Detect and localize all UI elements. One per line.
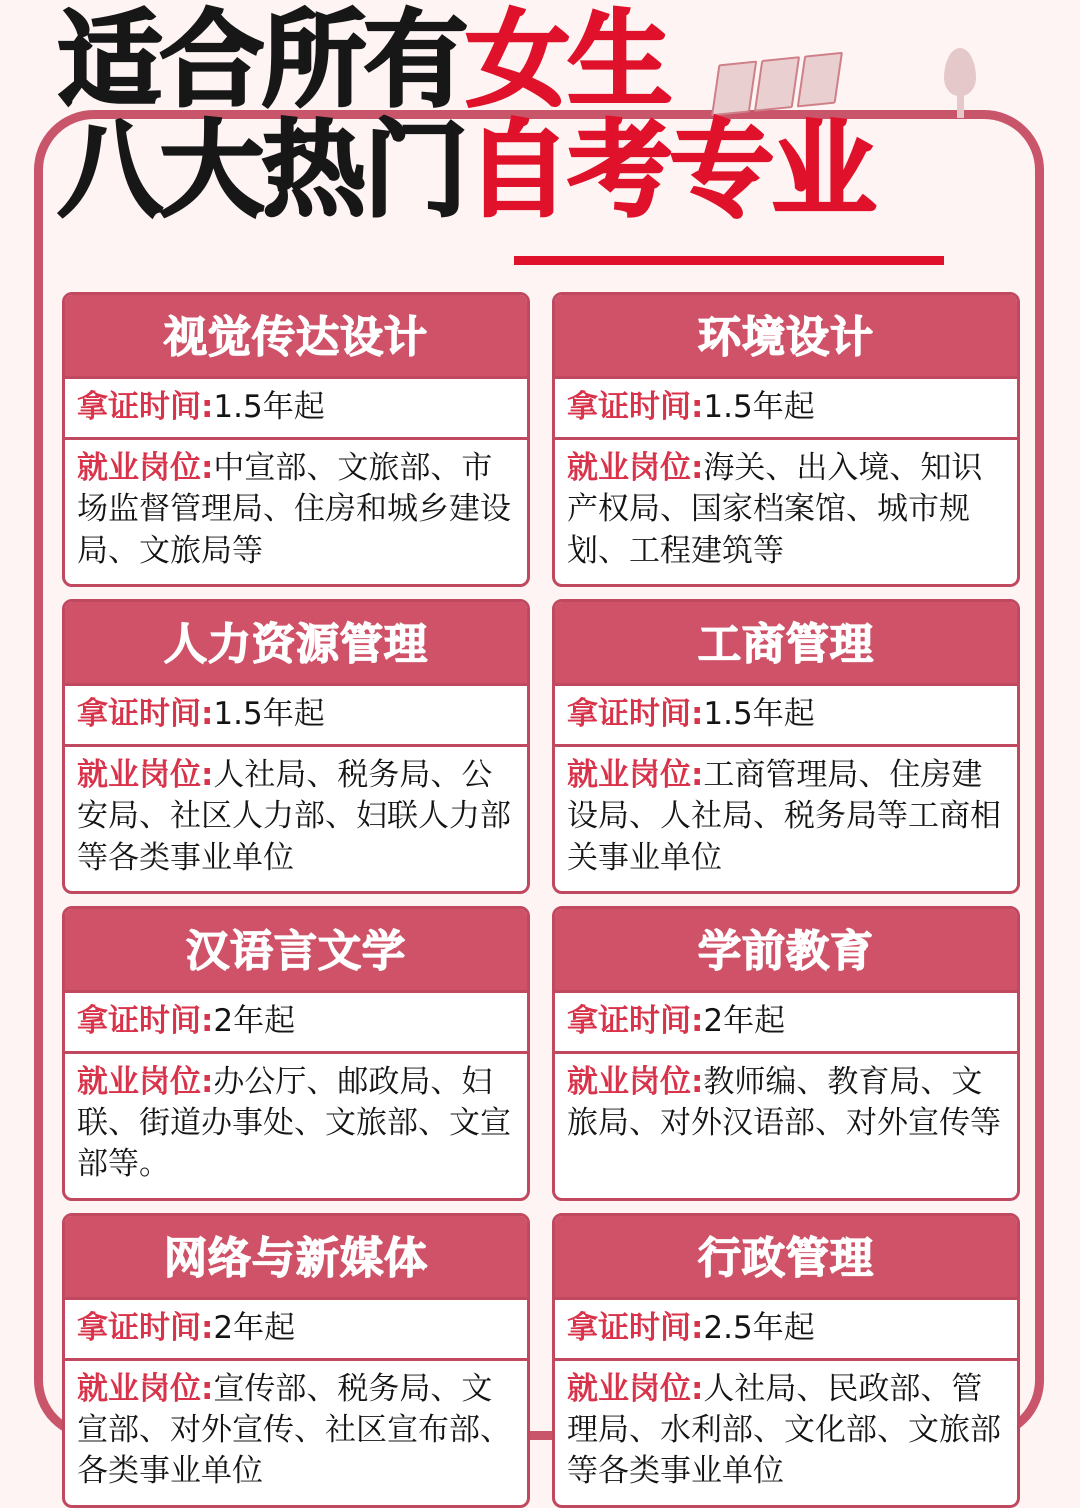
major-card	[552, 906, 1020, 1201]
jobs-value: 办公厅、邮政局、妇联、街道办事处、文旅部、文宣部等。	[77, 1063, 511, 1183]
jobs-value: 人社局、民政部、管理局、水利部、文化部、文旅部等各类事业单位	[567, 1370, 1001, 1490]
major-card	[62, 906, 530, 1201]
major-time-row	[65, 376, 527, 437]
major-name: 行政管理	[555, 1216, 1017, 1297]
time-value: 2年起	[703, 1002, 786, 1039]
major-name: 网络与新媒体	[65, 1216, 527, 1297]
jobs-value: 中宣部、文旅部、市场监督管理局、住房和城乡建设局、文旅局等	[77, 450, 511, 569]
major-name: 工商管理	[555, 602, 1017, 683]
title-line-2	[58, 109, 1080, 231]
major-time-row	[555, 376, 1017, 437]
major-time-row	[555, 1297, 1017, 1358]
major-jobs-row	[65, 1051, 527, 1198]
jobs-label: 就业岗位:	[77, 1063, 214, 1100]
time-value: 1.5年起	[703, 389, 815, 425]
major-time-row	[65, 683, 527, 744]
major-name: 汉语言文学	[65, 909, 527, 990]
time-label: 拿证时间:	[567, 389, 704, 425]
time-value: 1.5年起	[213, 695, 325, 732]
title-line-2-black: 八大热门	[58, 109, 467, 231]
time-label: 拿证时间:	[567, 695, 704, 732]
jobs-label: 就业岗位:	[77, 450, 214, 487]
jobs-label: 就业岗位:	[567, 1370, 704, 1407]
major-card	[552, 292, 1020, 587]
major-card	[62, 1213, 530, 1508]
major-jobs-row	[65, 437, 527, 584]
time-label: 拿证时间:	[77, 695, 214, 732]
major-card	[62, 292, 530, 587]
title-line-1	[58, 0, 1080, 121]
major-card	[62, 599, 530, 894]
major-name: 学前教育	[555, 909, 1017, 990]
poster-header	[0, 0, 1080, 231]
jobs-value: 海关、出入境、知识产权局、国家档案馆、城市规划、工程建筑等	[567, 450, 983, 569]
jobs-value: 宣传部、税务局、文宣部、对外宣传、社区宣布部、各类事业单位	[77, 1370, 511, 1490]
major-jobs-row	[555, 437, 1017, 584]
major-jobs-row	[65, 744, 527, 891]
title-line-1-red: 女生	[466, 0, 671, 121]
jobs-value: 人社局、税务局、公安局、社区人力部、妇联人力部等各类事业单位	[77, 757, 511, 876]
jobs-label: 就业岗位:	[567, 450, 704, 487]
major-time-row	[555, 683, 1017, 744]
time-value: 2年起	[213, 1002, 296, 1039]
major-card	[552, 599, 1020, 894]
major-name: 人力资源管理	[65, 602, 527, 683]
time-label: 拿证时间:	[567, 1309, 704, 1346]
title-line-2-red: 自考专业	[466, 109, 875, 231]
major-jobs-row	[555, 744, 1017, 891]
time-value: 2年起	[213, 1309, 296, 1346]
major-jobs-row	[65, 1358, 527, 1505]
jobs-value: 教师编、教育局、文旅局、对外汉语部、对外宣传等	[567, 1063, 1001, 1142]
time-label: 拿证时间:	[77, 1309, 214, 1346]
jobs-label: 就业岗位:	[567, 757, 704, 794]
time-value: 1.5年起	[213, 389, 325, 425]
title-underline	[514, 256, 944, 265]
major-jobs-row	[555, 1358, 1017, 1505]
majors-grid	[62, 292, 1020, 1508]
major-name: 视觉传达设计	[65, 295, 527, 376]
jobs-label: 就业岗位:	[77, 757, 214, 794]
major-card	[552, 1213, 1020, 1508]
major-name: 环境设计	[555, 295, 1017, 376]
major-jobs-row	[555, 1051, 1017, 1156]
major-time-row	[555, 990, 1017, 1051]
major-time-row	[65, 1297, 527, 1358]
jobs-value: 工商管理局、住房建设局、人社局、税务局等工商相关事业单位	[567, 757, 1001, 876]
jobs-label: 就业岗位:	[567, 1063, 704, 1100]
time-label: 拿证时间:	[77, 1002, 214, 1039]
time-label: 拿证时间:	[567, 1002, 704, 1039]
title-line-1-black: 适合所有	[58, 0, 467, 121]
time-value: 2.5年起	[703, 1309, 815, 1346]
time-value: 1.5年起	[703, 695, 815, 732]
time-label: 拿证时间:	[77, 389, 214, 425]
major-time-row	[65, 990, 527, 1051]
jobs-label: 就业岗位:	[77, 1370, 214, 1407]
